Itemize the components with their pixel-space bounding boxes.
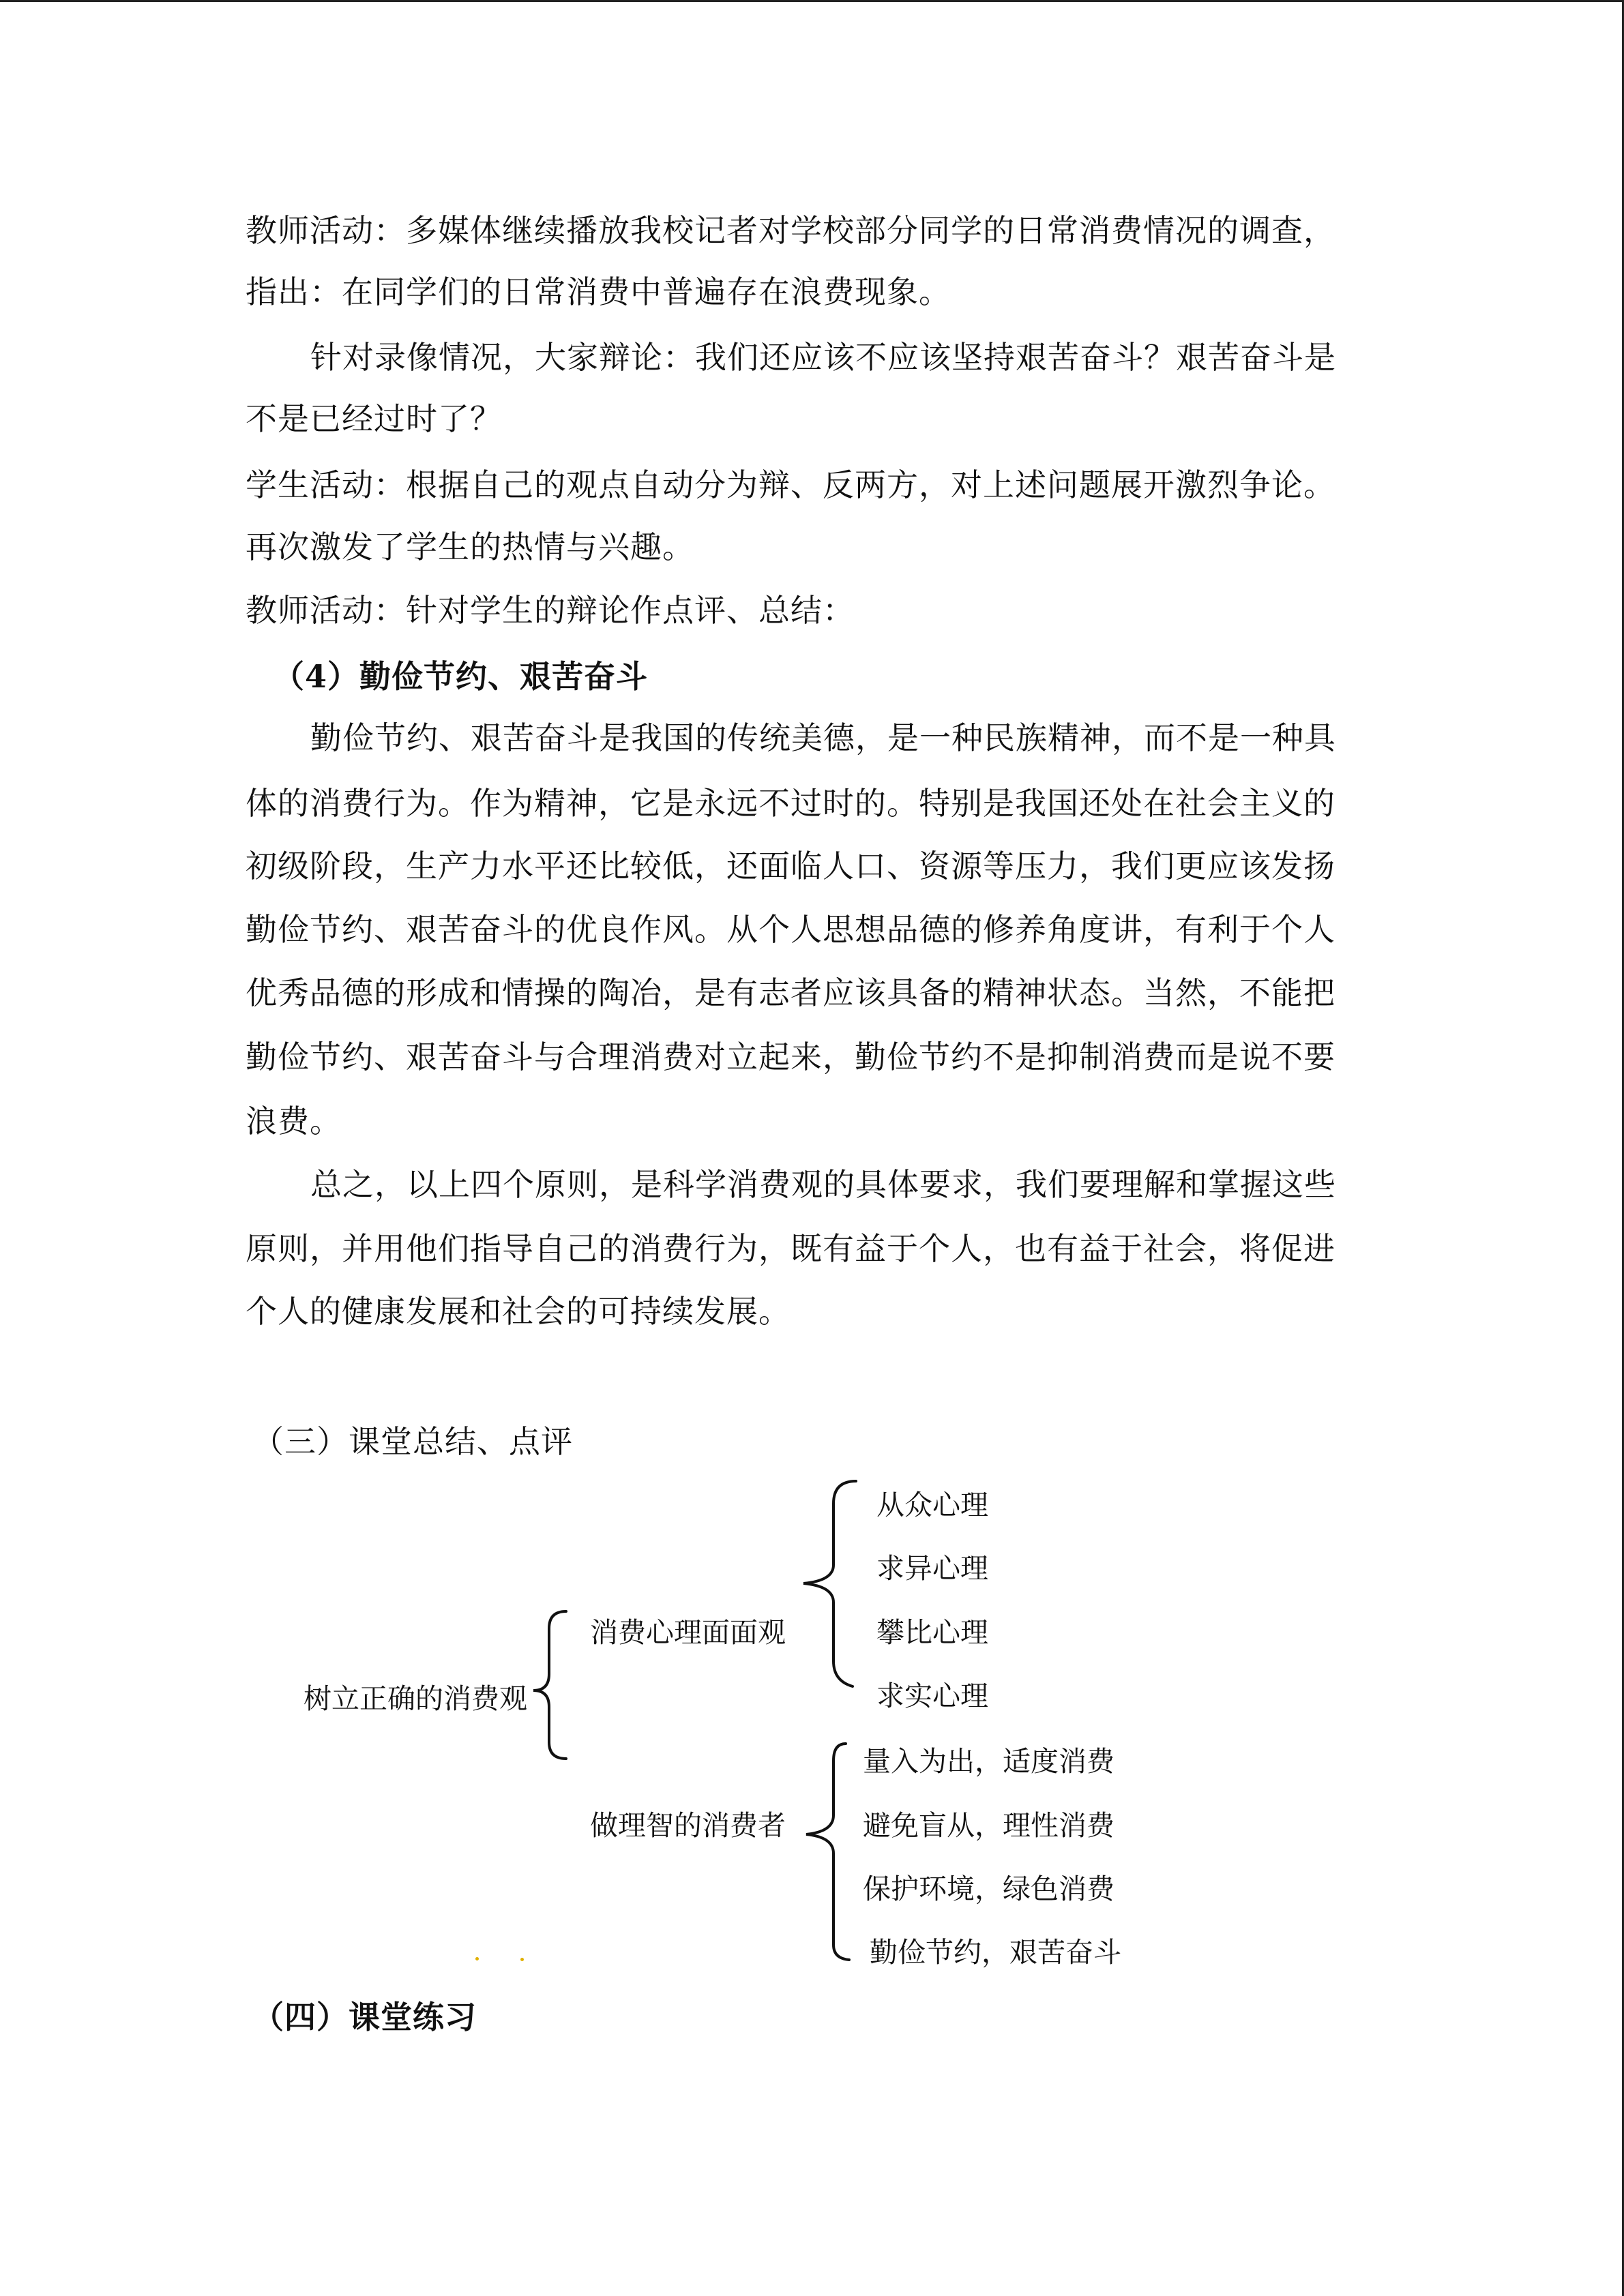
body-line: 总之，以上四个原则，是科学消费观的具体要求，我们要理解和掌握这些 — [310, 1166, 1336, 1203]
branch1-item: 求异心理 — [876, 1552, 988, 1585]
body-line: 初级阶段，生产力水平还比较低，还面临人口、资源等压力，我们更应该发扬 — [246, 848, 1335, 884]
body-line: 不是已经过时了？ — [246, 400, 502, 437]
subsection-heading: （4）勤俭节约、艰苦奋斗 — [273, 658, 649, 695]
body-line: 再次激发了学生的热情与兴趣。 — [246, 528, 694, 565]
body-line: 浪费。 — [246, 1103, 342, 1139]
body-line: 针对录像情况，大家辩论：我们还应该不应该坚持艰苦奋斗？艰苦奋斗是 — [310, 339, 1336, 376]
body-line: 学生活动：根据自己的观点自动分为辩、反两方，对上述问题展开激烈争论。 — [246, 466, 1335, 503]
root-brace — [533, 1611, 566, 1759]
branch1-item: 求实心理 — [876, 1680, 988, 1712]
branch1-item: 从众心理 — [876, 1489, 988, 1521]
section-heading: （三）课堂总结、点评 — [252, 1423, 573, 1460]
body-line: 勤俭节约、艰苦奋斗是我国的传统美德，是一种民族精神，而不是一种具 — [310, 719, 1336, 756]
diagram-root: 树立正确的消费观 — [304, 1682, 527, 1715]
body-line: 勤俭节约、艰苦奋斗与合理消费对立起来，勤俭节约不是抑制消费而是说不要 — [246, 1039, 1335, 1075]
stray-dot — [475, 1957, 479, 1960]
branch2-brace — [806, 1744, 849, 1960]
branch2-item: 量入为出，适度消费 — [863, 1745, 1114, 1778]
branch2-item: 保护环境，绿色消费 — [863, 1873, 1114, 1905]
body-line: 教师活动：针对学生的辩论作点评、总结： — [246, 592, 855, 629]
body-line: 教师活动：多媒体继续播放我校记者对学校部分同学的日常消费情况的调查， — [246, 212, 1335, 249]
body-line: 勤俭节约、艰苦奋斗的优良作风。从个人思想品德的修养角度讲，有利于个人 — [246, 911, 1335, 948]
section-heading: （四）课堂练习 — [252, 1999, 477, 2036]
body-line: 指出：在同学们的日常消费中普遍存在浪费现象。 — [246, 273, 951, 310]
branch1-brace — [803, 1481, 856, 1686]
branch1-item: 攀比心理 — [876, 1616, 988, 1649]
body-line: 优秀品德的形成和情操的陶冶，是有志者应该具备的精神状态。当然，不能把 — [246, 974, 1335, 1011]
branch2-item: 避免盲从，理性消费 — [863, 1809, 1114, 1842]
body-line: 原则，并用他们指导自己的消费行为，既有益于个人，也有益于社会，将促进 — [246, 1230, 1335, 1267]
stray-dot — [520, 1958, 524, 1961]
branch2-label: 做理智的消费者 — [590, 1809, 786, 1842]
branch2-item: 勤俭节约，艰苦奋斗 — [870, 1936, 1121, 1969]
branch1-label: 消费心理面面观 — [590, 1616, 786, 1649]
body-line: 个人的健康发展和社会的可持续发展。 — [246, 1293, 791, 1330]
body-line: 体的消费行为。作为精神，它是永远不过时的。特别是我国还处在社会主义的 — [246, 785, 1335, 822]
